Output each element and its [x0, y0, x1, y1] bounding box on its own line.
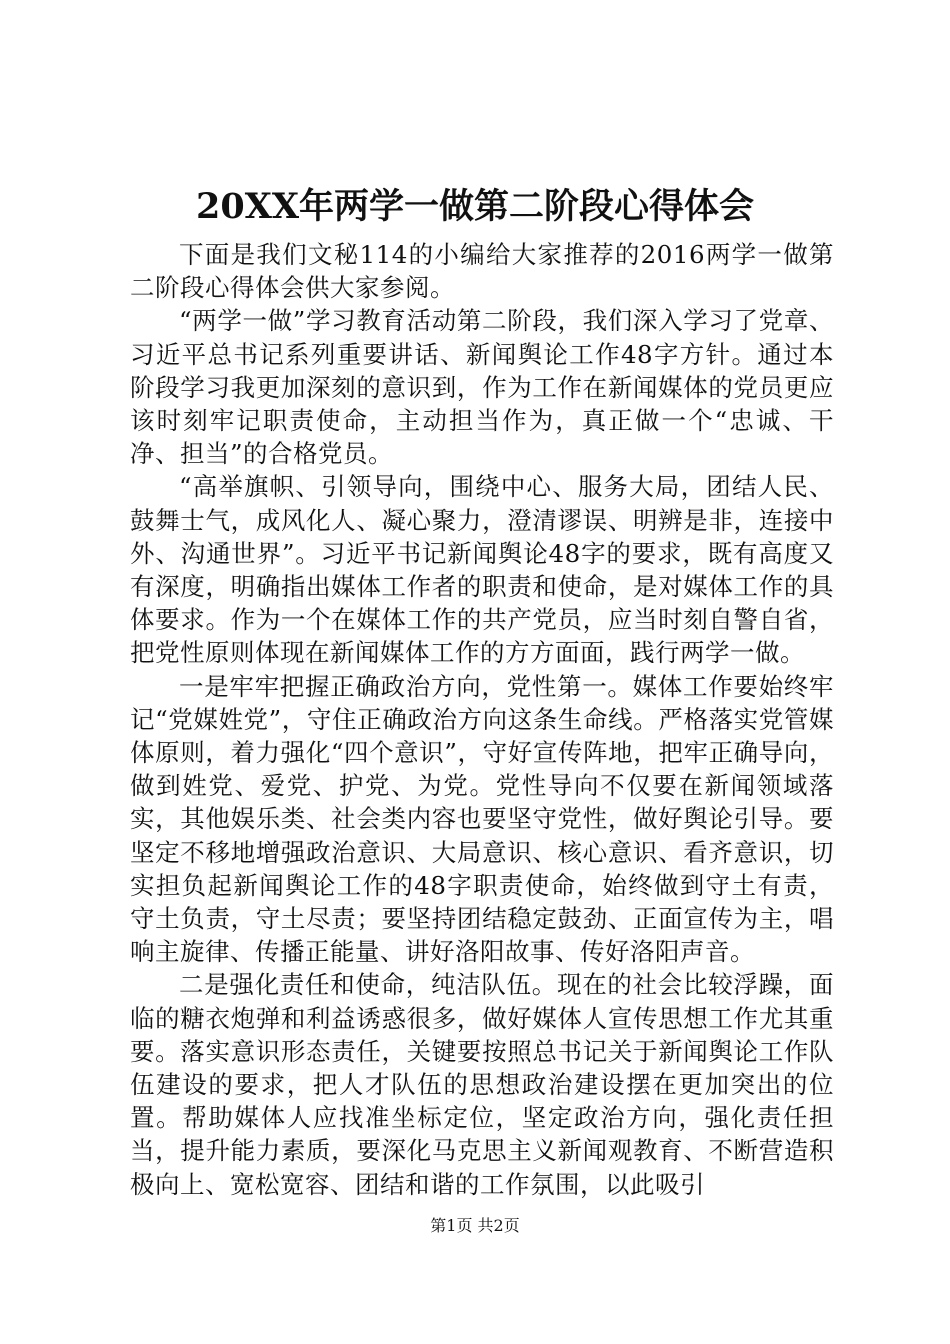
document-title: 20XX年两学一做第二阶段心得体会: [195, 186, 755, 227]
paragraph-stage-two-study: “两学一做”学习教育活动第二阶段，我们深入学习了党章、习近平总书记系列重要讲话、新闻舆论工作48字方针。通过本阶段学习我更加深刻的意识到，作为工作在新闻媒体的党员更应该时刻牢记职责使命，主动担当作为，真正做一个“忠诚、干净、担当”的合格党员。: [130, 306, 834, 469]
document-body: [130, 238, 834, 1201]
paragraph-point-two: 二是强化责任和使命，纯洁队伍。现在的社会比较浮躁，面临的糖衣炮弹和利益诱惑很多，做好媒体人宣传思想工作尤其重要。落实意识形态责任，关键要按照总书记关于新闻舆论工作队伍建设的要求，把人才队伍的思想政治建设摆在更加突出的位置。帮助媒体人应找准坐标定位，坚定政治方向，强化责任担当，提升能力素质，要深化马克思主义新闻观教育、不断营造积极向上、宽松宽容、团结和谐的工作氛围，以此吸引: [130, 970, 834, 1199]
page-number-footer: 第1页 共2页: [430, 1216, 520, 1235]
paragraph-48-characters: “高举旗帜、引领导向，围绕中心、服务大局，团结人民、鼓舞士气，成风化人、凝心聚力，澄清谬误、明辨是非，连接中外、沟通世界”。习近平书记新闻舆论48字的要求，既有高度又有深度，明确指出媒体工作者的职责和使命，是对媒体工作的具体要求。作为一个在媒体工作的共产党员，应当时刻自警自省，把党性原则体现在新闻媒体工作的方方面面，践行两学一做。: [130, 472, 834, 668]
paragraph-point-one: 一是牢牢把握正确政治方向，党性第一。媒体工作要始终牢记“党媒姓党”，守住正确政治方向这条生命线。严格落实党管媒体原则，着力强化“四个意识”，守好宣传阵地，把牢正确导向，做到姓党、爱党、护党、为党。党性导向不仅要在新闻领域落实，其他娱乐类、社会类内容也要坚守党性，做好舆论引导。要坚定不移地增强政治意识、大局意识、核心意识、看齐意识，切实担负起新闻舆论工作的48字职责使命，始终做到守土有责，守土负责，守土尽责；要坚持团结稳定鼓劲、正面宣传为主，唱响主旋律、传播正能量、讲好洛阳故事、传好洛阳声音。: [130, 671, 834, 967]
paragraph-intro: 下面是我们文秘114的小编给大家推荐的2016两学一做第二阶段心得体会供大家参阅。: [130, 240, 834, 303]
